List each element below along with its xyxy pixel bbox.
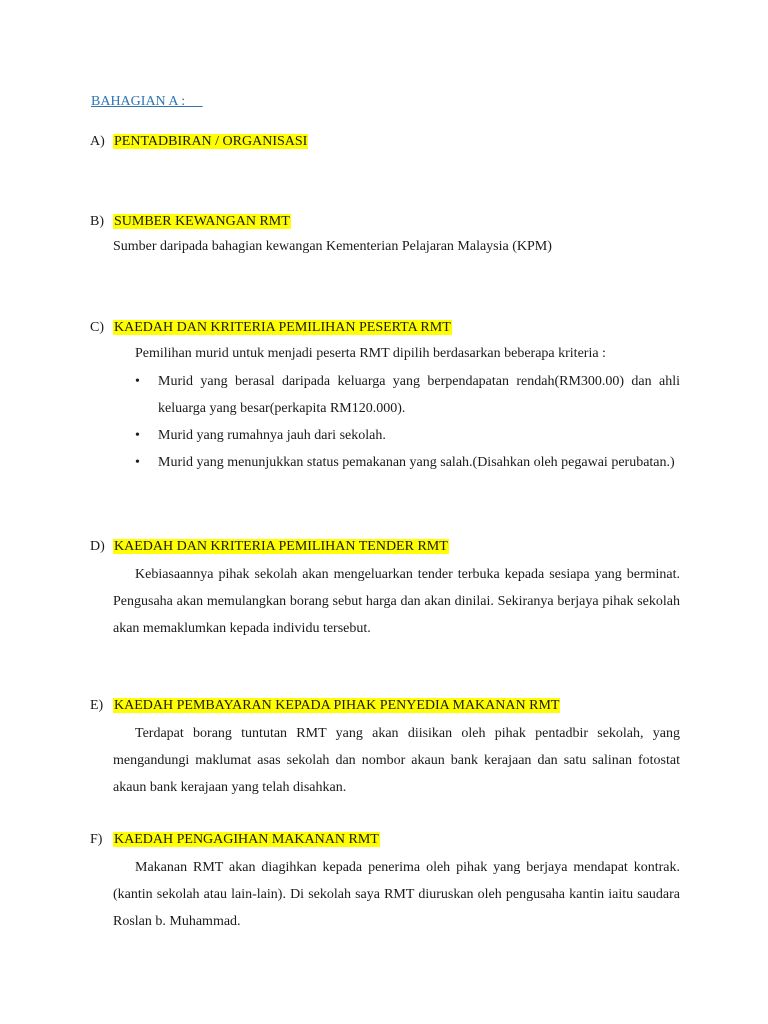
section-f bbox=[90, 830, 680, 935]
section-e-letter: E) bbox=[90, 698, 104, 713]
section-a bbox=[90, 132, 680, 152]
section-f-heading: KAEDAH PENGAGIHAN MAKANAN RMT bbox=[114, 832, 379, 847]
section-b-header bbox=[90, 212, 680, 232]
section-a-header bbox=[90, 132, 680, 152]
section-f-letter: F) bbox=[90, 832, 103, 847]
bullet-dot-icon: • bbox=[135, 455, 140, 470]
section-e bbox=[90, 696, 680, 801]
list-item-text: Murid yang rumahnya jauh dari sekolah. bbox=[158, 428, 386, 443]
section-b-letter: B) bbox=[90, 214, 104, 229]
bullet-dot-icon: • bbox=[135, 374, 140, 389]
section-f-header bbox=[90, 830, 680, 850]
section-a-letter: A) bbox=[90, 134, 105, 149]
section-e-text: Terdapat borang tuntutan RMT yang akan diisikan oleh pihak pentadbir sekolah, yang mengandungi maklumat asas sekolah dan nombor akaun bank kerajaan dan satu salinan fotostat akaun bank kerajaan yang telah disahkan. bbox=[113, 726, 680, 795]
list-item bbox=[135, 422, 680, 449]
list-item-text: Murid yang menunjukkan status pemakanan yang salah.(Disahkan oleh pegawai perubatan.) bbox=[158, 455, 675, 470]
section-d-letter: D) bbox=[90, 539, 105, 554]
section-c-intro: Pemilihan murid untuk menjadi peserta RMT dipilih berdasarkan beberapa kriteria : bbox=[135, 346, 606, 361]
list-item-text: Murid yang berasal daripada keluarga yang berpendapatan rendah(RM300.00) dan ahli keluarga yang besar(perkapita RM120.000). bbox=[158, 374, 680, 416]
section-c-header bbox=[90, 318, 680, 338]
list-item bbox=[135, 368, 680, 422]
section-b-text: Sumber daripada bahagian kewangan Kementerian Pelajaran Malaysia (KPM) bbox=[113, 239, 552, 254]
section-d-text: Kebiasaannya pihak sekolah akan mengeluarkan tender terbuka kepada sesiapa yang berminat. Pengusaha akan memulangkan borang sebut harga dan akan dinilai. Sekiranya berjaya pihak sekolah akan memaklumkan kepada individu tersebut. bbox=[113, 567, 680, 636]
section-e-header bbox=[90, 696, 680, 716]
section-c-heading: KAEDAH DAN KRITERIA PEMILIHAN PESERTA RMT bbox=[114, 320, 451, 335]
bullet-dot-icon: • bbox=[135, 428, 140, 443]
section-d bbox=[90, 537, 680, 642]
section-b bbox=[90, 212, 680, 256]
section-c-letter: C) bbox=[90, 320, 104, 335]
section-c bbox=[90, 318, 680, 476]
criteria-list bbox=[90, 368, 680, 476]
section-title-bahagian-a: BAHAGIAN A : bbox=[91, 94, 203, 109]
list-item bbox=[135, 449, 680, 476]
section-f-text: Makanan RMT akan diagihkan kepada penerima oleh pihak yang berjaya mendapat kontrak. (kantin sekolah atau lain-lain). Di sekolah saya RMT diuruskan oleh pengusaha kantin iaitu saudara Roslan b. Muhammad. bbox=[113, 860, 680, 929]
section-e-heading: KAEDAH PEMBAYARAN KEPADA PIHAK PENYEDIA MAKANAN RMT bbox=[114, 698, 560, 713]
section-b-heading: SUMBER KEWANGAN RMT bbox=[114, 214, 290, 229]
section-d-header bbox=[90, 537, 680, 557]
section-a-heading: PENTADBIRAN / ORGANISASI bbox=[114, 134, 308, 149]
section-d-heading: KAEDAH DAN KRITERIA PEMILIHAN TENDER RMT bbox=[114, 539, 448, 554]
